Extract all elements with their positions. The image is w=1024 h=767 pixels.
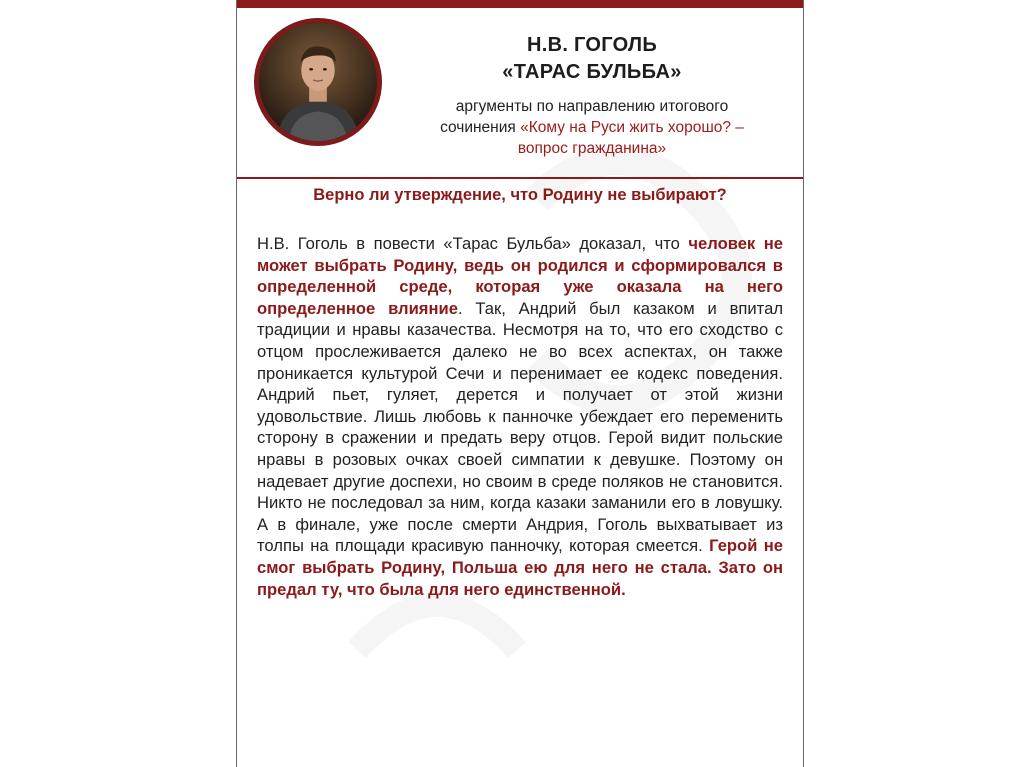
portrait-photo — [254, 18, 382, 146]
subtitle-text: аргументы по направлению итогового сочинения — [440, 98, 729, 136]
paragraph-body: . Так, Андрий был казаком и впитал традиции и нравы казачества. Несмотря на то, что его сходство с отцом прослеживается далеко не во всех аспектах, он также проникается культурой Сечи и перенимает ее кодекс поведения. Андрий пьет, гуляет, дерется и получает от этой жизни удовольствие. Лишь любовь к панночке убеждает его переменить сторону в сражении и предать веру отцов. Герой видит польские нравы в розовых очках своей симпатии к девушке. Поэтому он надевает другие доспехи, но своим в среде поляков не становится. Никто не последовал за ним, когда казаки заманили его в ловушку. А в финале, уже после смерти Андрия, Гоголь выхватывает из толпы на площади красивую панночку, которая смеется. — [257, 298, 784, 556]
divider — [237, 177, 803, 179]
page-title — [427, 32, 757, 86]
subtitle-topic: «Кому на Руси жить хорошо? – вопрос гражданина» — [517, 119, 744, 157]
question-heading: Верно ли утверждение, что Родину не выбирают? — [313, 186, 727, 204]
portrait-icon — [259, 23, 377, 141]
title-work: «ТАРАС БУЛЬБА» — [502, 61, 682, 83]
slide — [236, 0, 804, 767]
argument-text — [257, 233, 783, 600]
paragraph-thesis: человек не может выбрать Родину, ведь он родился и сформировался в определенной среде, которая уже оказала на него определенное влияние — [257, 234, 783, 318]
subtitle — [427, 96, 757, 159]
paragraph-intro: Н.В. Гоголь в повести «Тарас Бульба» доказал, что — [257, 234, 689, 253]
paragraph-conclusion: Герой не смог выбрать Родину, Польша ею для него не стала. Зато он предал ту, что была для него единственной. — [257, 536, 783, 599]
title-author: Н.В. ГОГОЛЬ — [526, 34, 658, 56]
